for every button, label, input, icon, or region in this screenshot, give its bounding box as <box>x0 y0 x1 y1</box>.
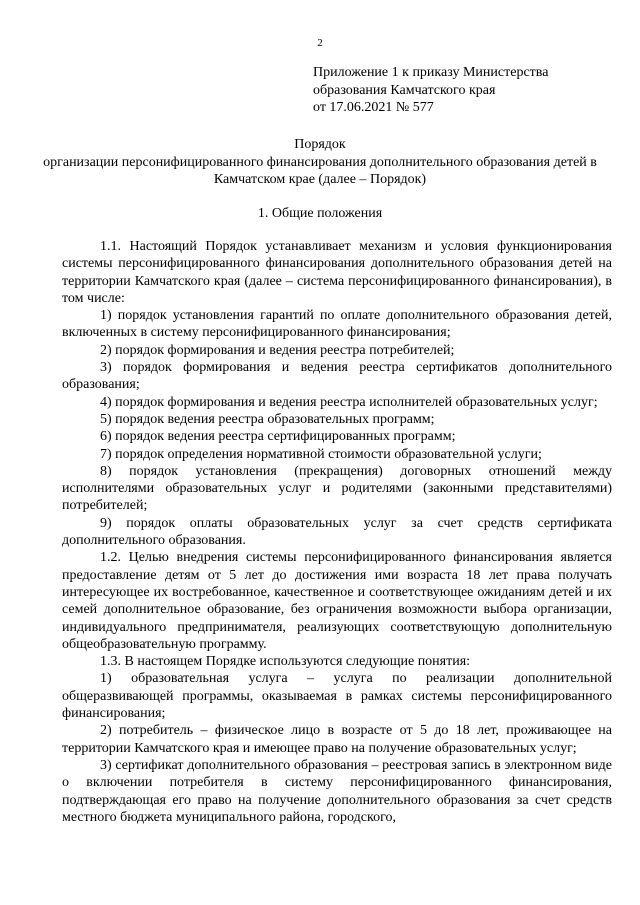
paragraph: 4) порядок формирования и ведения реестра исполнителей образовательных услуг; <box>100 394 598 410</box>
paragraph: 2) потребитель – физическое лицо в возрасте от 5 до 18 лет, проживающее на территории Камчатского края и имеющее право на получение образовательных услуг; <box>62 723 612 756</box>
paragraph: 1.1. Настоящий Порядок устанавливает механизм и условия функционирования системы персонифицированного финансирования дополнительного образования детей на территории Камчатского края (далее – система персонифицированного финансирования), в том числе: <box>62 239 612 306</box>
paragraph: 3) сертификат дополнительного образования – реестровая запись в электронном виде о включении потребителя в систему персонифицированного финансирования, подтверждающая его право на получение дополнительного образования за счет средств местного бюджета муниципального района, городского, <box>62 757 612 825</box>
section-heading: 1. Общие положения <box>257 206 383 221</box>
paragraph: 1) порядок установления гарантий по оплате дополнительного образования детей, включенных в систему персонифицированного финансирования; <box>62 308 612 341</box>
title-subtitle: организации персонифицированного финансирования дополнительного образования детей в Камчатском крае (далее – Порядок) <box>43 154 597 187</box>
paragraph: 1) образовательная услуга – услуга по реализации дополнительной общеразвивающей программы, оказываемая в рамках системы персонифицированного финансирования; <box>62 671 612 722</box>
paragraph: 6) порядок ведения реестра сертифицированных программ; <box>100 429 456 445</box>
paragraph: 5) порядок ведения реестра образовательных программ; <box>100 411 435 427</box>
paragraph: 3) порядок формирования и ведения реестра сертификатов дополнительного образования; <box>62 360 612 393</box>
paragraph: 9) порядок оплаты образовательных услуг за счет средств сертификата дополнительного образования. <box>62 515 612 549</box>
page-number: 2 <box>317 37 323 49</box>
body-text <box>62 238 612 826</box>
paragraph: 8) порядок установления (прекращения) договорных отношений между исполнителями образовательных услуг и родителями (законными представителями) потребителей; <box>62 463 612 514</box>
paragraph: 7) порядок определения нормативной стоимости образовательной услуги; <box>100 446 542 462</box>
appendix-block <box>313 64 548 117</box>
title-heading: Порядок <box>294 137 346 152</box>
appendix-line: образования Камчатского края <box>313 82 496 98</box>
paragraph: 2) порядок формирования и ведения реестра потребителей; <box>100 342 455 358</box>
paragraph: 1.3. В настоящем Порядке используются следующие понятия: <box>100 654 471 670</box>
appendix-line: от 17.06.2021 № 577 <box>313 100 434 115</box>
document-title <box>40 136 600 189</box>
appendix-line: Приложение 1 к приказу Министерства <box>313 65 549 80</box>
paragraph: 1.2. Целью внедрения системы персонифицированного финансирования является предоставление детям от 5 лет до достижения ими возраста 18 лет права получать интересующее их востребованное, качественное и соответствующее ожиданиям детей и их семей дополнительное образование, без ограничения возможности выбора организации, индивидуального предпринимателя, реализующих соответствующую дополнительную общеобразовательную программу. <box>62 550 612 652</box>
